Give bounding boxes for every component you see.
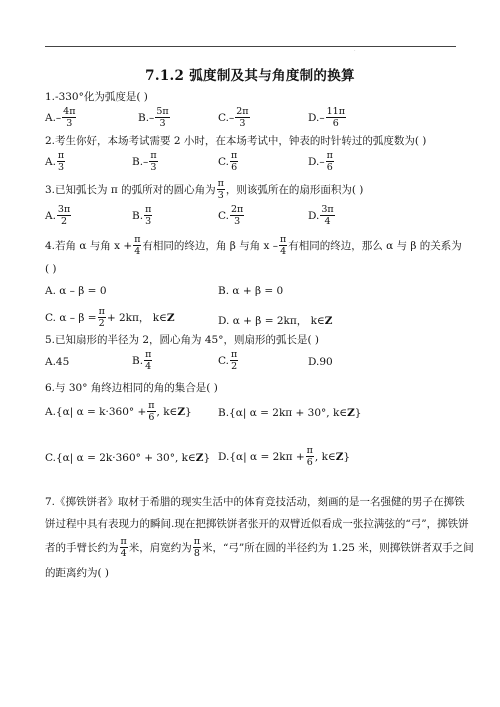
q3-option-b[interactable]: B. $\frac{\pi}{3}$ [132,204,152,227]
fraction: $\frac{5\pi}{3}$ [156,106,169,129]
q2-option-d[interactable]: D.– $\frac{\pi}{6}$ [308,150,333,173]
question-4-stem: 4.若角 α 与角 x + $\frac{\pi}{4}$ 有相同的终边，角 β 与角 x – $\frac{\pi}{4}$ 有相同的终边，那么 α 与 β 的关系为 [45,234,462,257]
fraction: $\frac{\pi}{4}$ [120,536,127,559]
fraction: $\frac{\pi}{3}$ [57,150,65,173]
fraction: $\frac{\pi}{2}$ [231,349,238,372]
question-7-line-4: 的距离约为( ) [45,567,110,579]
q2-option-b[interactable]: B.– $\frac{\pi}{3}$ [132,150,157,173]
q5-option-a[interactable]: A.45 [45,356,70,368]
q6-option-b[interactable]: B.{α| α = 2kπ + 30°, k∈ Z } [218,407,362,419]
q1-option-c[interactable]: C.– $\frac{2\pi}{3}$ [218,106,249,129]
q4-option-b[interactable]: B. α + β = 0 [218,285,284,297]
question-2-stem: 2.考生你好，本场考试需要 2 小时，在本场考试中，钟表的时针转过的弧度数为( ) [45,135,427,147]
q5-option-b[interactable]: B. $\frac{\pi}{4}$ [132,349,152,372]
q4-option-c[interactable]: C. α – β = $\frac{\pi}{2}$ + 2kπ， k∈ Z [45,306,175,329]
q3-option-c[interactable]: C. $\frac{2\pi}{3}$ [218,204,244,227]
fraction: $\frac{4\pi}{3}$ [63,106,76,129]
question-3-stem: 3.已知弧长为 π 的弧所对的圆心角为 $\frac{\pi}{3}$ ，则该弧所在的扇形面积为( ) [45,178,364,201]
q1-option-b[interactable]: B.– $\frac{5\pi}{3}$ [138,106,169,129]
header-rule [45,46,456,47]
q6-option-d[interactable]: D.{α| α = 2kπ + $\frac{\pi}{6}$ , k∈ Z } [218,445,351,468]
q1-option-d[interactable]: D.– $\frac{11\pi}{6}$ [308,106,345,129]
q5-option-c[interactable]: C. $\frac{\pi}{2}$ [218,349,238,372]
question-7-line-3: 者的手臂长约为 $\frac{\pi}{4}$ 米，肩宽约为 $\frac{\pi}{8}$ 米，“弓”所在圆的半径约为 1.25 米，则掷铁饼者双手之间 [45,536,474,559]
decor-mark: · [354,48,356,54]
fraction: $\frac{11\pi}{6}$ [326,106,345,129]
q1-option-a[interactable]: A.– $\frac{4\pi}{3}$ [45,106,76,129]
q3-option-a[interactable]: A. $\frac{3\pi}{2}$ [45,204,71,227]
question-1-stem: 1.-330°化为弧度是( ) [45,91,148,103]
q2-option-c[interactable]: C. $\frac{\pi}{6}$ [218,150,238,173]
question-7-line-1: 7.《掷铁饼者》取材于希腊的现实生活中的体育竞技活动，刻画的是一名强健的男子在掷铁 [45,496,465,508]
q4-option-d[interactable]: D. α + β = 2kπ， k∈ Z [218,314,333,327]
question-7-line-2: 饼过程中具有表现力的瞬间.现在把掷铁饼者张开的双臂近似看成一张拉满弦的“弓”，掷铁饼 [45,518,469,530]
q4-option-a[interactable]: A. α – β = 0 [45,285,107,297]
fraction: $\frac{\pi}{3}$ [145,204,152,227]
fraction: $\frac{\pi}{3}$ [150,150,157,173]
fraction: $\frac{2\pi}{3}$ [231,204,244,227]
q2-option-a[interactable]: A. $\frac{\pi}{3}$ [45,150,65,173]
fraction: $\frac{\pi}{2}$ [98,306,105,329]
question-4-paren: ( ) [45,263,57,275]
question-6-stem: 6.与 30° 角终边相同的角的集合是( ) [45,382,218,394]
fraction: $\frac{\pi}{4}$ [134,234,141,257]
q6-option-c[interactable]: C.{α| α = 2k·360° + 30°, k∈ Z } [45,452,211,464]
fraction: $\frac{\pi}{6}$ [148,400,155,423]
fraction: $\frac{\pi}{6}$ [231,150,238,173]
question-5-stem: 5.已知扇形的半径为 2，圆心角为 45°，则扇形的弧长是( ) [45,334,320,346]
q3-option-d[interactable]: D. $\frac{3\pi}{4}$ [308,204,334,227]
fraction: $\frac{\pi}{8}$ [193,536,200,559]
fraction: $\frac{2\pi}{3}$ [236,106,249,129]
fraction: $\frac{\pi}{4}$ [145,349,152,372]
fraction: $\frac{3\pi}{4}$ [321,204,334,227]
fraction: $\frac{\pi}{3}$ [217,178,224,201]
q5-option-d[interactable]: D.90 [308,356,333,368]
fraction: $\frac{\pi}{4}$ [280,234,287,257]
q6-option-a[interactable]: A.{α| α = k·360° + $\frac{\pi}{6}$ , k∈ Z } [45,400,192,423]
fraction: $\frac{\pi}{6}$ [306,445,313,468]
fraction: $\frac{\pi}{6}$ [326,150,333,173]
fraction: $\frac{3\pi}{2}$ [57,204,71,227]
page-title: 7.1.2 弧度制及其与角度制的换算 [145,68,355,84]
